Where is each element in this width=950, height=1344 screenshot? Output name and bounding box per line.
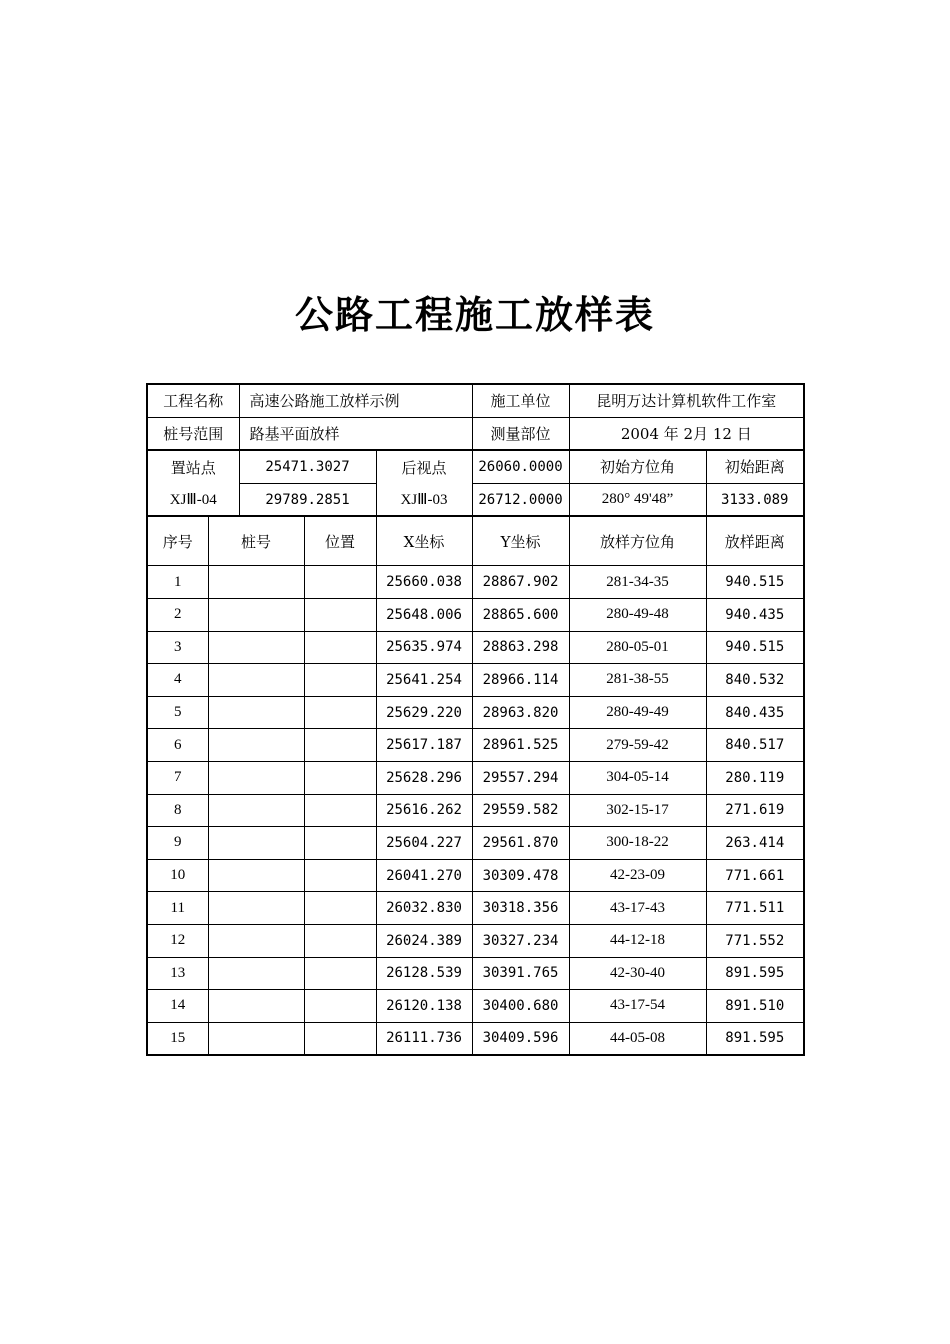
cell-stake bbox=[208, 664, 304, 697]
unit-label: 施工单位 bbox=[472, 384, 569, 417]
cell-distance: 940.515 bbox=[706, 631, 804, 664]
table-row bbox=[147, 892, 804, 925]
cell-distance: 840.435 bbox=[706, 696, 804, 729]
cell-y: 28867.902 bbox=[472, 566, 569, 599]
cell-position bbox=[304, 859, 376, 892]
cell-position bbox=[304, 664, 376, 697]
cell-position bbox=[304, 1022, 376, 1055]
info-row-range bbox=[147, 417, 804, 450]
cell-y: 30327.234 bbox=[472, 924, 569, 957]
init-azimuth-value: 280° 49'48” bbox=[569, 483, 706, 516]
info-row-station-2 bbox=[147, 483, 804, 516]
cell-position bbox=[304, 794, 376, 827]
cell-stake bbox=[208, 957, 304, 990]
cell-stake bbox=[208, 761, 304, 794]
cell-no: 7 bbox=[147, 761, 208, 794]
stakeout-table bbox=[146, 383, 805, 1056]
col-header-no: 序号 bbox=[147, 516, 208, 566]
cell-y: 29559.582 bbox=[472, 794, 569, 827]
cell-no: 5 bbox=[147, 696, 208, 729]
cell-position bbox=[304, 696, 376, 729]
col-header-distance: 放样距离 bbox=[706, 516, 804, 566]
part-label: 测量部位 bbox=[472, 417, 569, 450]
cell-no: 9 bbox=[147, 827, 208, 860]
cell-x: 25617.187 bbox=[376, 729, 472, 762]
cell-distance: 891.595 bbox=[706, 957, 804, 990]
table-row bbox=[147, 598, 804, 631]
cell-distance: 940.435 bbox=[706, 598, 804, 631]
cell-distance: 271.619 bbox=[706, 794, 804, 827]
cell-azimuth: 280-49-48 bbox=[569, 598, 706, 631]
cell-position bbox=[304, 892, 376, 925]
cell-x: 25641.254 bbox=[376, 664, 472, 697]
backsight-x: 26060.0000 bbox=[472, 450, 569, 483]
table-row bbox=[147, 761, 804, 794]
cell-stake bbox=[208, 631, 304, 664]
cell-no: 15 bbox=[147, 1022, 208, 1055]
cell-no: 3 bbox=[147, 631, 208, 664]
cell-distance: 263.414 bbox=[706, 827, 804, 860]
project-label: 工程名称 bbox=[147, 384, 239, 417]
cell-position bbox=[304, 924, 376, 957]
cell-x: 25635.974 bbox=[376, 631, 472, 664]
table-row bbox=[147, 566, 804, 599]
table-row bbox=[147, 729, 804, 762]
cell-y: 28865.600 bbox=[472, 598, 569, 631]
cell-y: 30309.478 bbox=[472, 859, 569, 892]
cell-distance: 840.517 bbox=[706, 729, 804, 762]
cell-y: 28961.525 bbox=[472, 729, 569, 762]
cell-position bbox=[304, 729, 376, 762]
cell-x: 25628.296 bbox=[376, 761, 472, 794]
station-x: 25471.3027 bbox=[239, 450, 376, 483]
table-row bbox=[147, 859, 804, 892]
col-header-stake: 桩号 bbox=[208, 516, 304, 566]
cell-azimuth: 304-05-14 bbox=[569, 761, 706, 794]
cell-no: 11 bbox=[147, 892, 208, 925]
cell-stake bbox=[208, 924, 304, 957]
date-value: 2004 年 2月 12 日 bbox=[569, 417, 804, 450]
cell-azimuth: 43-17-54 bbox=[569, 990, 706, 1023]
cell-azimuth: 280-49-49 bbox=[569, 696, 706, 729]
table-row bbox=[147, 794, 804, 827]
cell-azimuth: 300-18-22 bbox=[569, 827, 706, 860]
cell-stake bbox=[208, 990, 304, 1023]
cell-x: 26041.270 bbox=[376, 859, 472, 892]
cell-no: 14 bbox=[147, 990, 208, 1023]
table-row bbox=[147, 827, 804, 860]
init-distance-value: 3133.089 bbox=[706, 483, 804, 516]
cell-no: 12 bbox=[147, 924, 208, 957]
cell-x: 26120.138 bbox=[376, 990, 472, 1023]
cell-x: 25660.038 bbox=[376, 566, 472, 599]
cell-azimuth: 43-17-43 bbox=[569, 892, 706, 925]
cell-y: 30400.680 bbox=[472, 990, 569, 1023]
cell-y: 28966.114 bbox=[472, 664, 569, 697]
cell-position bbox=[304, 761, 376, 794]
col-header-x: X坐标 bbox=[376, 516, 472, 566]
cell-azimuth: 281-34-35 bbox=[569, 566, 706, 599]
cell-x: 25648.006 bbox=[376, 598, 472, 631]
cell-distance: 280.119 bbox=[706, 761, 804, 794]
range-value: 路基平面放样 bbox=[239, 417, 472, 450]
table-row bbox=[147, 631, 804, 664]
cell-distance: 891.595 bbox=[706, 1022, 804, 1055]
cell-azimuth: 44-05-08 bbox=[569, 1022, 706, 1055]
cell-y: 30318.356 bbox=[472, 892, 569, 925]
cell-y: 29561.870 bbox=[472, 827, 569, 860]
cell-azimuth: 42-30-40 bbox=[569, 957, 706, 990]
info-row-station bbox=[147, 450, 804, 483]
cell-stake bbox=[208, 794, 304, 827]
cell-distance: 940.515 bbox=[706, 566, 804, 599]
cell-stake bbox=[208, 892, 304, 925]
cell-x: 26024.389 bbox=[376, 924, 472, 957]
cell-stake bbox=[208, 859, 304, 892]
init-azimuth-label: 初始方位角 bbox=[569, 450, 706, 483]
cell-no: 4 bbox=[147, 664, 208, 697]
col-header-position: 位置 bbox=[304, 516, 376, 566]
page-title: 公路工程施工放样表 bbox=[294, 292, 655, 337]
cell-stake bbox=[208, 598, 304, 631]
cell-y: 28963.820 bbox=[472, 696, 569, 729]
cell-distance: 771.552 bbox=[706, 924, 804, 957]
cell-position bbox=[304, 990, 376, 1023]
cell-distance: 771.511 bbox=[706, 892, 804, 925]
cell-no: 8 bbox=[147, 794, 208, 827]
cell-distance: 771.661 bbox=[706, 859, 804, 892]
info-row-project bbox=[147, 384, 804, 417]
cell-azimuth: 302-15-17 bbox=[569, 794, 706, 827]
cell-no: 6 bbox=[147, 729, 208, 762]
col-header-y: Y坐标 bbox=[472, 516, 569, 566]
table-row bbox=[147, 696, 804, 729]
cell-position bbox=[304, 631, 376, 664]
table-row bbox=[147, 990, 804, 1023]
project-value: 高速公路施工放样示例 bbox=[239, 384, 472, 417]
cell-azimuth: 279-59-42 bbox=[569, 729, 706, 762]
station-label: 置站点 bbox=[147, 450, 239, 483]
init-distance-label: 初始距离 bbox=[706, 450, 804, 483]
cell-y: 29557.294 bbox=[472, 761, 569, 794]
cell-stake bbox=[208, 1022, 304, 1055]
cell-x: 25616.262 bbox=[376, 794, 472, 827]
cell-stake bbox=[208, 566, 304, 599]
cell-x: 26032.830 bbox=[376, 892, 472, 925]
cell-position bbox=[304, 827, 376, 860]
column-header-row bbox=[147, 516, 804, 566]
cell-position bbox=[304, 598, 376, 631]
backsight-label: 后视点 bbox=[376, 450, 472, 483]
cell-no: 10 bbox=[147, 859, 208, 892]
table-row bbox=[147, 924, 804, 957]
unit-value: 昆明万达计算机软件工作室 bbox=[569, 384, 804, 417]
cell-azimuth: 280-05-01 bbox=[569, 631, 706, 664]
cell-position bbox=[304, 957, 376, 990]
cell-y: 30391.765 bbox=[472, 957, 569, 990]
cell-position bbox=[304, 566, 376, 599]
cell-x: 26128.539 bbox=[376, 957, 472, 990]
station-name: XJⅢ-04 bbox=[147, 483, 239, 516]
cell-distance: 840.532 bbox=[706, 664, 804, 697]
backsight-y: 26712.0000 bbox=[472, 483, 569, 516]
cell-x: 25604.227 bbox=[376, 827, 472, 860]
cell-no: 1 bbox=[147, 566, 208, 599]
cell-azimuth: 42-23-09 bbox=[569, 859, 706, 892]
cell-distance: 891.510 bbox=[706, 990, 804, 1023]
cell-stake bbox=[208, 827, 304, 860]
cell-no: 13 bbox=[147, 957, 208, 990]
cell-azimuth: 44-12-18 bbox=[569, 924, 706, 957]
cell-y: 30409.596 bbox=[472, 1022, 569, 1055]
col-header-azimuth: 放样方位角 bbox=[569, 516, 706, 566]
cell-x: 25629.220 bbox=[376, 696, 472, 729]
cell-y: 28863.298 bbox=[472, 631, 569, 664]
table-row bbox=[147, 664, 804, 697]
range-label: 桩号范围 bbox=[147, 417, 239, 450]
cell-azimuth: 281-38-55 bbox=[569, 664, 706, 697]
cell-stake bbox=[208, 729, 304, 762]
cell-stake bbox=[208, 696, 304, 729]
cell-no: 2 bbox=[147, 598, 208, 631]
backsight-name: XJⅢ-03 bbox=[376, 483, 472, 516]
table-row bbox=[147, 1022, 804, 1055]
table-row bbox=[147, 957, 804, 990]
station-y: 29789.2851 bbox=[239, 483, 376, 516]
cell-x: 26111.736 bbox=[376, 1022, 472, 1055]
